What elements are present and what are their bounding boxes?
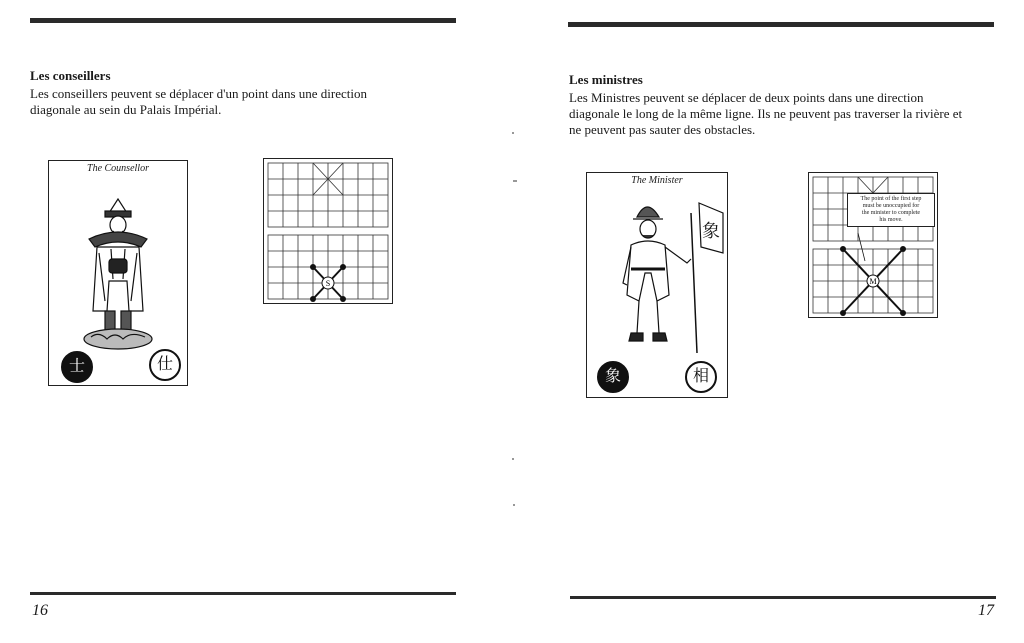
paragraph-line: diagonale le long de la même ligne. Ils ne peuvent pas traverser la rivière et bbox=[569, 106, 963, 121]
gutter-speck bbox=[513, 504, 515, 506]
section-paragraph bbox=[569, 90, 1019, 138]
callout-line: The point of the first step bbox=[860, 196, 922, 202]
paragraph-line: ne peuvent pas sauter des obstacles. bbox=[569, 122, 756, 137]
top-rule bbox=[30, 18, 456, 23]
counsellor-card bbox=[48, 160, 188, 386]
minister-black-emblem-icon: 象 bbox=[597, 361, 629, 393]
callout-line: must be unoccupied for bbox=[862, 203, 920, 209]
minister-red-emblem-icon: 相 bbox=[685, 361, 717, 393]
banner-glyph: 象 bbox=[702, 221, 720, 242]
card-title: The Counsellor bbox=[87, 163, 149, 174]
gutter-speck bbox=[513, 180, 515, 182]
bottom-rule bbox=[570, 596, 996, 599]
page-number: 16 bbox=[32, 602, 48, 619]
page-number: 17 bbox=[978, 602, 994, 619]
callout-line: the minister to complete bbox=[861, 210, 921, 216]
top-rule bbox=[568, 22, 994, 27]
paragraph-line: diagonale au sein du Palais Impérial. bbox=[30, 102, 222, 117]
right-page bbox=[512, 0, 1024, 643]
gutter-speck bbox=[512, 458, 514, 460]
move-callout-note bbox=[847, 193, 935, 227]
paragraph-line: Les Ministres peuvent se déplacer de deux points dans une direction bbox=[569, 90, 924, 105]
section-paragraph bbox=[30, 86, 470, 118]
section-heading: Les ministres bbox=[569, 72, 643, 87]
bottom-rule bbox=[30, 592, 456, 595]
counsellor-red-emblem-icon: 仕 bbox=[149, 349, 181, 381]
gutter-speck bbox=[512, 132, 514, 134]
counsellor-black-emblem-icon: 士 bbox=[61, 351, 93, 383]
callout-line: his move. bbox=[879, 217, 903, 223]
minister-card bbox=[586, 172, 728, 398]
minister-piece-label: M bbox=[869, 277, 877, 286]
counsellor-move-diagram bbox=[263, 158, 393, 304]
minister-move-diagram bbox=[808, 172, 938, 318]
card-title: The Minister bbox=[631, 175, 683, 186]
paragraph-line: Les conseillers peuvent se déplacer d'un point dans une direction bbox=[30, 86, 367, 101]
counsellor-piece-label: S bbox=[325, 279, 331, 288]
section-heading: Les conseillers bbox=[30, 68, 111, 83]
